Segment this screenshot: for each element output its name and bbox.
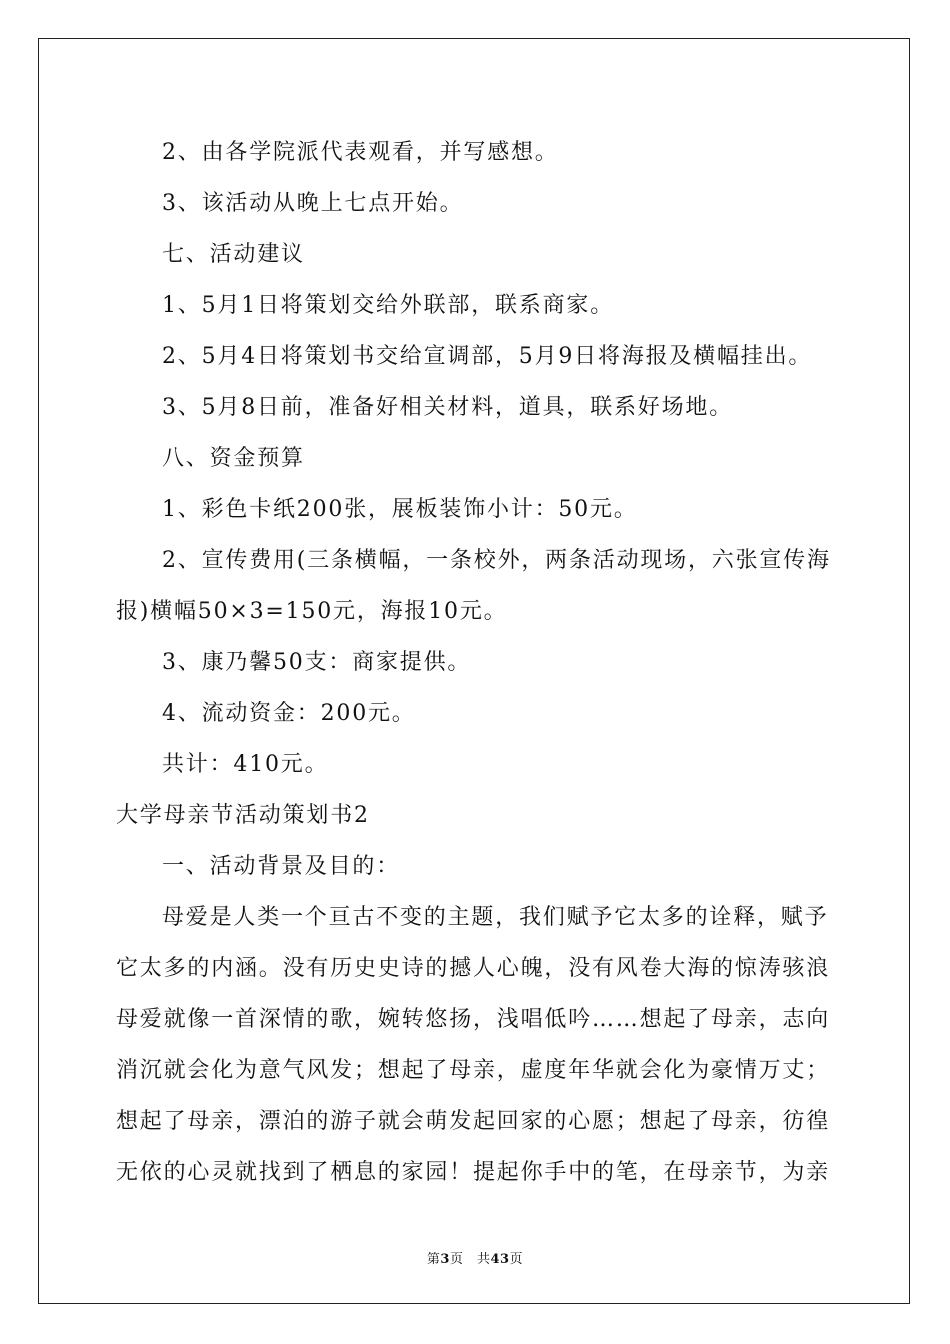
document-body xyxy=(116,127,836,1198)
document-title: 大学母亲节活动策划书2 xyxy=(116,803,370,828)
paragraph-line: 1、5月1日将策划交给外联部，联系商家。 xyxy=(162,293,614,318)
paragraph-line: 它太多的内涵。没有历史史诗的撼人心魄，没有风卷大海的惊涛骇浪 xyxy=(116,956,831,981)
paragraph-line: 3、该活动从晚上七点开始。 xyxy=(162,191,464,216)
paragraph-line: 2、5月4日将策划书交给宣调部，5月9日将海报及横幅挂出。 xyxy=(162,344,813,369)
paragraph-line: 4、流动资金：200元。 xyxy=(162,701,416,726)
footer-prefix: 第 xyxy=(426,1252,441,1267)
paragraph-line: 无依的心灵就找到了栖息的家园！提起你手中的笔，在母亲节，为亲 xyxy=(116,1160,831,1185)
paragraph-line: 3、5月8日前，准备好相关材料，道具，联系好场地。 xyxy=(162,395,733,420)
section-heading: 八、资金预算 xyxy=(162,446,305,471)
paragraph-line: 2、由各学院派代表观看，并写感想。 xyxy=(162,140,559,165)
paragraph-line: 1、彩色卡纸200张，展板装饰小计：50元。 xyxy=(162,497,638,522)
footer-suffix: 页 xyxy=(509,1252,524,1267)
paragraph-line: 3、康乃馨50支：商家提供。 xyxy=(162,650,472,675)
section-heading: 一、活动背景及目的： xyxy=(162,854,401,879)
current-page-number: 3 xyxy=(440,1252,450,1267)
total-page-count: 43 xyxy=(490,1252,510,1267)
page-footer xyxy=(0,1248,950,1267)
section-heading: 七、活动建议 xyxy=(162,242,305,267)
paragraph-line: 母爱是人类一个亘古不变的主题，我们赋予它太多的诠释，赋予 xyxy=(162,905,829,930)
paragraph-line: 想起了母亲，漂泊的游子就会萌发起回家的心愿；想起了母亲，彷徨 xyxy=(116,1109,831,1134)
footer-mid: 页 共 xyxy=(449,1252,491,1267)
paragraph-line: 母爱就像一首深情的歌，婉转悠扬，浅唱低吟……想起了母亲，志向 xyxy=(116,1007,831,1032)
paragraph-line: 2、宣传费用(三条横幅，一条校外，两条活动现场，六张宣传海 xyxy=(162,548,831,573)
paragraph-line: 报)横幅50×3=150元，海报10元。 xyxy=(116,599,508,624)
paragraph-line: 消沉就会化为意气风发；想起了母亲，虚度年华就会化为豪情万丈； xyxy=(116,1058,831,1083)
paragraph-line: 共计：410元。 xyxy=(162,752,329,777)
